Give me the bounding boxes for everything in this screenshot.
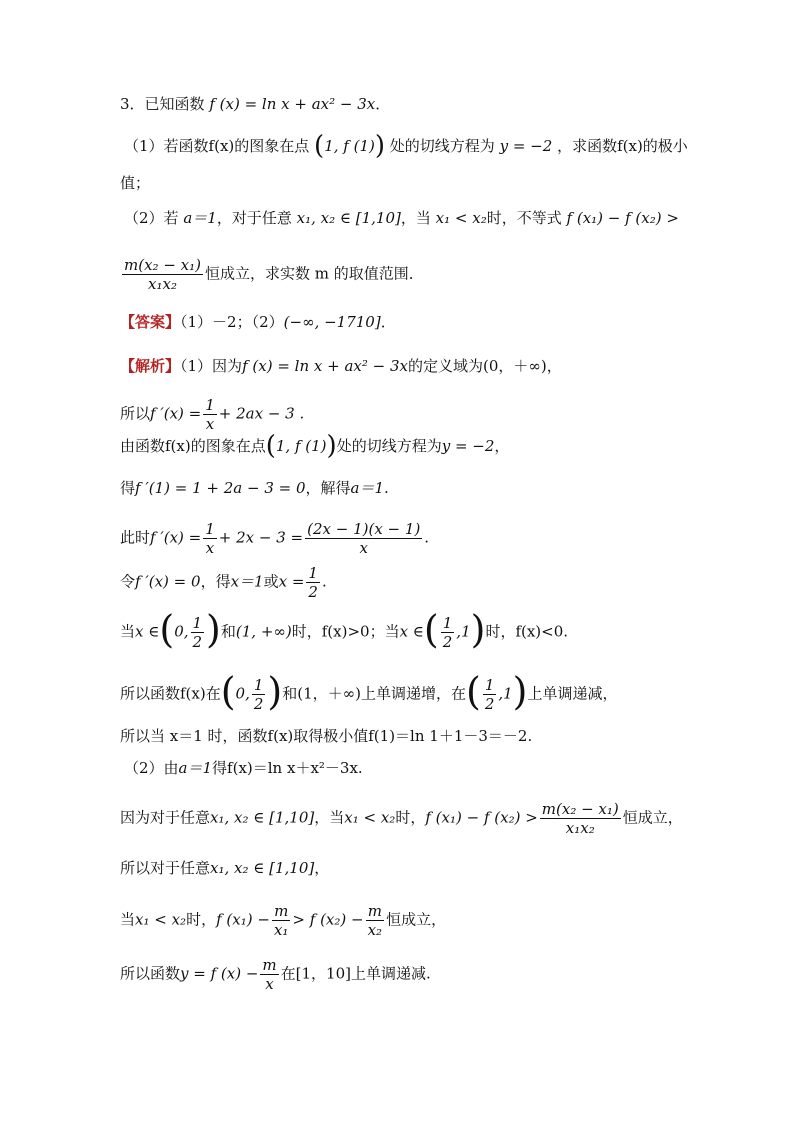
text-q-part1_d: 值； [120,174,151,192]
text-q-part2_a: （2）若 [124,209,179,227]
text-analysis-l6f: x = [278,572,305,591]
answer-line [120,312,396,332]
text-analysis-l11f: f (x₁) − f (x₂) > [425,808,538,827]
text-analysis-l6e: 或 [263,572,279,591]
text-analysis-l6den: 2 [308,583,318,601]
text-analysis-l8den: 2 [253,695,264,713]
function-definition: f (x) = ln x + ax² − 3x [209,95,376,113]
text-answer-text1: （1）－2；（2） [180,313,284,331]
text-analysis-l13d: f (x₁) − [216,910,270,929]
analysis-line-7: 当x ∈(0, $\frac{1}{2}$ )和(1, +∞)时，f(x)>0；当x ∈( $\frac{1}{2}$ ,1)时，f(x)<0. [120,607,569,652]
text-q-x1x2: x₁, x₂ ∈ [1,10] [296,209,401,227]
text-analysis-l7g: x ∈ [399,622,424,641]
analysis-line-10 [124,758,363,778]
text-q-part1_a: （1）若函数f(x)的图象在点 [124,137,310,155]
text-analysis-l13f: 恒成立， [386,910,447,929]
text-q-part2_d: 时，不等式 [486,209,562,227]
text-q-part2_b: ，对于任意 [216,209,292,227]
text-analysis-l13n1: m [274,902,289,920]
text-analysis-l8c: 和(1，＋∞)上单调递增，在 [282,684,466,703]
text-analysis-l10b: a＝1 [178,759,213,777]
text-analysis-l3c: 处的切线方程为 [336,437,442,455]
text-analysis-l13den1: x₁ [273,921,289,939]
fraction [122,256,203,293]
text-analysis-l6d: x＝1 [230,572,264,591]
text-analysis-l6c: ，得 [200,572,231,591]
text-analysis-l6g: . [321,572,327,591]
text-analysis-l7i: 时，f(x)<0. [485,622,569,641]
text-q-tan: y = −2 [499,137,553,155]
analysis-line-2 [120,396,304,433]
analysis-line-8: 所以函数f(x)在(0, $\frac{1}{2}$ )和(1，＋∞)上单调递增，在( $\frac{1}{2}$ ,1)上单调递减， [120,669,618,714]
text-analysis-l1c: 的定义域为(0，＋∞)， [407,357,562,375]
text-analysis-l12b: x₁, x₂ ∈ [1,10] [210,859,315,877]
question-part-1: （1）若函数f(x)的图象在点 (1, f (1)) 处的切线方程为 y = −2 ，求函数f(x)的极小 [124,131,688,161]
question-part-2 [124,208,679,228]
text-analysis-l5e: . [424,528,430,547]
text-analysis-l5d1: x [203,538,217,557]
question-stem: 3．已知函数 f (x) = ln x + ax² − 3x． [120,95,391,113]
text-analysis-l11e: 时， [395,808,426,827]
text-analysis-l2a: 所以 [120,404,151,423]
text-analysis-l4b: f ′(1) = 1 + 2a − 3 = 0 [135,479,306,497]
analysis-line-9 [120,726,532,746]
text-analysis-l12c: ， [314,859,330,877]
text-analysis-l13n2: m [367,902,382,920]
text-analysis-l7c: 0, [174,622,189,641]
text-analysis-l2c: + 2ax − 3 . [218,404,305,423]
text-analysis-l11n: m(x₂ − x₁) [541,800,619,818]
text-answer-end: ． [380,313,396,331]
text-analysis-l1a: （1）因为 [180,357,243,375]
text-q-frac_den: x₁x₂ [122,274,203,293]
text-q-lt: x₁ < x₂ [435,209,487,227]
text-analysis-l11g: 恒成立， [622,808,683,827]
text-analysis-l5a: 此时 [120,528,151,547]
text-analysis-l5n1: 1 [205,520,215,538]
text-analysis-l10a: （2）由 [124,759,179,777]
text-analysis-l3a: 由函数f(x)的图象在点 [120,437,266,455]
text-analysis-l7n: 1 [192,614,203,632]
analysis-line-4 [120,478,389,498]
text-analysis-l14n: m [262,956,277,974]
text-analysis-l8d: ,1 [498,684,513,703]
text-analysis-l5n2: (2x − 1)(x − 1) [307,520,421,538]
text-analysis-l6n: 1 [308,564,318,582]
text-analysis-l7den2: 2 [442,633,453,651]
analysis-tag: 【解析】 [120,357,181,375]
text-analysis-l14c: 在[1，10]上单调递减. [280,964,431,983]
text-analysis-l11d: x₁ < x₂ [344,808,396,827]
question-part-1-cont [120,173,150,193]
text-q-ineq: f (x₁) − f (x₂) > [566,209,679,227]
text-analysis-l10c: 得f(x)＝ln x＋x²－3x. [212,759,363,777]
text-analysis-l4d: a＝1. [350,479,389,497]
text-q-part2_e: 恒成立，求实数 m 的取值范围． [204,264,424,283]
question-part-2-cont [120,256,424,293]
text-q-a1: a＝1 [183,209,217,227]
text-analysis-l7d: 和 [220,622,236,641]
text-q-pt: 1, f (1) [324,137,375,155]
text-analysis-l2n: 1 [205,396,215,414]
text-analysis-l11a: 因为对于任意 [120,808,211,827]
text-analysis-l11c: ，当 [314,808,345,827]
text-analysis-l11den: x₁x₂ [540,818,621,837]
text-analysis-l7a: 当 [120,622,136,641]
text-analysis-l7b: x ∈ [135,622,160,641]
text-analysis-l7n2: 1 [442,614,453,632]
text-analysis-l11b: x₁, x₂ ∈ [1,10] [210,808,315,827]
text-analysis-l2d: x [203,414,217,433]
text-q-part1_c: ，求函数f(x)的极小 [557,137,688,155]
text-analysis-l9: 所以当 x＝1 时，函数f(x)取得极小值f(1)＝ln 1＋1－3＝－2. [120,727,533,745]
text-analysis-l4c: ，解得 [305,479,351,497]
text-analysis-l13den2: x₂ [367,921,383,939]
text-analysis-l2b: f ′(x) = [150,404,202,423]
text-analysis-l14b: y = f (x) − [180,964,259,983]
analysis-line-1 [120,356,562,376]
analysis-line-13 [120,902,446,939]
analysis-line-11 [120,800,683,837]
text-analysis-l8den2: 2 [484,695,495,713]
text-analysis-l5c: + 2x − 3 = [218,528,304,547]
text-analysis-l5d2: x [305,538,422,557]
analysis-line-3: 由函数f(x)的图象在点(1, f (1))处的切线方程为y = −2， [120,431,510,461]
answer-tag: 【答案】 [120,313,181,331]
text-analysis-l3d: y = −2 [441,437,495,455]
text-analysis-l8n: 1 [253,676,264,694]
text-q-frac_num: m(x₂ − x₁) [124,256,201,274]
text-analysis-l12a: 所以对于任意 [120,859,211,877]
analysis-line-14 [120,956,431,993]
text-analysis-l3e: ， [494,437,510,455]
text-q-part1_b: 处的切线方程为 [389,137,495,155]
text-analysis-l7e: (1, +∞) [235,622,292,641]
text-analysis-l5b: f ′(x) = [150,528,202,547]
text-analysis-l7f: 时，f(x)>0；当 [291,622,400,641]
analysis-line-6 [120,564,327,601]
text-analysis-l14den: x [260,974,278,993]
text-analysis-l7h: ,1 [456,622,471,641]
text-q-part2_c: ，当 [400,209,431,227]
text-analysis-l14a: 所以函数 [120,964,181,983]
text-q-intro: 3．已知函数 [120,95,205,113]
text-analysis-l13a: 当 [120,910,136,929]
text-analysis-l13c: 时， [186,910,217,929]
text-analysis-l6b: f ′(x) = 0 [135,572,201,591]
text-analysis-l3b: 1, f (1) [275,437,327,455]
text-analysis-l4a: 得 [120,479,136,497]
text-analysis-l13b: x₁ < x₂ [135,910,187,929]
text-analysis-l8n2: 1 [484,676,495,694]
text-analysis-l8e: 上单调递减， [527,684,618,703]
analysis-line-5 [120,520,429,557]
text-analysis-l8b: 0, [235,684,250,703]
text-analysis-l8a: 所以函数f(x)在 [120,684,221,703]
text-analysis-l7den: 2 [192,633,203,651]
text-analysis-l1b: f (x) = ln x + ax² − 3x [242,357,408,375]
text-analysis-l13e: > f (x₂) − [292,910,364,929]
text-analysis-l6a: 令 [120,572,136,591]
text-answer-text2: (−∞, −1710] [283,313,381,331]
analysis-line-12 [120,858,329,878]
